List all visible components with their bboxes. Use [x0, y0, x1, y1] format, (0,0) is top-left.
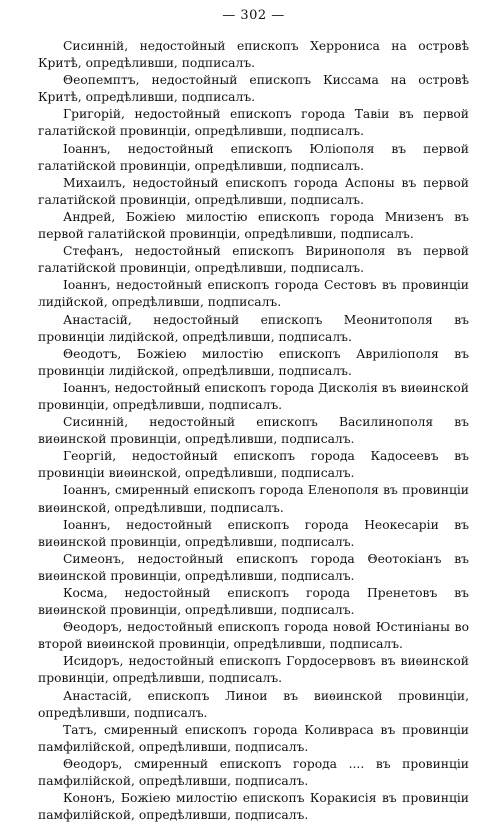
signature-entry: Косма, недостойный епископъ города Пренетовъ въ виѳинской провинціи, опредѣливши, подписалъ. [38, 586, 469, 618]
signature-entry: Іоаннъ, недостойный епископъ города Сестовъ въ провинціи лидійской, опредѣливши, подписалъ. [38, 278, 469, 310]
signature-entry: Георгій, недостойный епископъ города Кадосеевъ въ провинціи виѳинской, опредѣливши, подписалъ. [38, 449, 469, 481]
signature-entry: Іоаннъ, недостойный епископъ Юліополя въ первой галатійской провинціи, опредѣливши, подписалъ. [38, 141, 469, 173]
signature-entry: Сисинній, недостойный епископъ Херрониса на островѣ Критѣ, опредѣливши, подписалъ. [38, 39, 469, 71]
signature-entry: Θеодоръ, смиренный епископъ города .... въ провинціи памфилійской, опредѣливши, подписалъ. [38, 756, 469, 789]
signature-entry: Анастасій, недостойный епископъ Меонитополя въ провинціи лидійской, опредѣливши, подписалъ. [38, 312, 469, 344]
page-number: — 302 — [222, 8, 285, 23]
signature-entry: Михаилъ, недостойный епископъ города Аспоны въ первой галатійской провинціи, опредѣливши, подписалъ. [38, 175, 469, 207]
signature-entry: Кононъ, Божіею милостію епископъ Коракисія въ провинціи памфилійской, опредѣливши, подписалъ. [38, 791, 469, 823]
signature-entry: Іоаннъ, недостойный епископъ города Неокесаріи въ виѳинской провинціи, опредѣливши, подписалъ. [38, 517, 469, 549]
signature-entry: Сисинній, недостойный епископъ Василинополя въ виѳинской провинціи, опредѣливши, подписалъ. [38, 415, 469, 447]
signature-list [38, 38, 469, 824]
signature-entry: Симеонъ, недостойный епископъ города Θеотокіанъ въ виѳинской провинціи, опредѣливши, подписалъ. [38, 551, 469, 583]
signature-entry: Іоаннъ, недостойный епископъ города Дисколія въ виѳинской провинціи, опредѣливши, подписалъ. [38, 380, 469, 412]
signature-entry: Анастасій, епископъ Линои въ виѳинской провинціи, опредѣливши, подписалъ. [38, 688, 469, 720]
signature-entry: Исидоръ, недостойный епископъ Гордосервовъ въ виѳинской провинціи, опредѣливши, подписалъ. [38, 654, 469, 686]
signature-entry: Іоаннъ, смиренный епископъ города Еленополя въ провинціи виѳинской, опредѣливши, подписалъ. [38, 483, 469, 515]
signature-entry: Θеодотъ, Божіею милостію епископъ Авриліополя въ провинціи лидійской, опредѣливши, подписалъ. [38, 346, 469, 378]
signature-entry: Григорій, недостойный епископъ города Тавіи въ первой галатійской провинціи, опредѣливши, подписалъ. [38, 107, 469, 139]
signature-entry: Татъ, смиренный епископъ города Коливраса въ провинціи памфилійской, опредѣливши, подписалъ. [38, 722, 469, 754]
signature-entry: Θеопемптъ, недостойный епископъ Киссама на островѣ Критѣ, опредѣливши, подписалъ. [38, 73, 469, 105]
signature-entry: Θеодоръ, недостойный епископъ города новой Юстиніаны во второй виѳинской провинціи, опредѣливши, подписалъ. [38, 620, 469, 652]
signature-entry: Стефанъ, недостойный епископъ Виринополя въ первой галатійской провинціи, опредѣливши, подписалъ. [38, 244, 469, 276]
signature-entry: Андрей, Божіею милостію епископъ города Мнизенъ въ первой галатійской провинціи, опредѣливши, подписалъ. [38, 209, 469, 242]
